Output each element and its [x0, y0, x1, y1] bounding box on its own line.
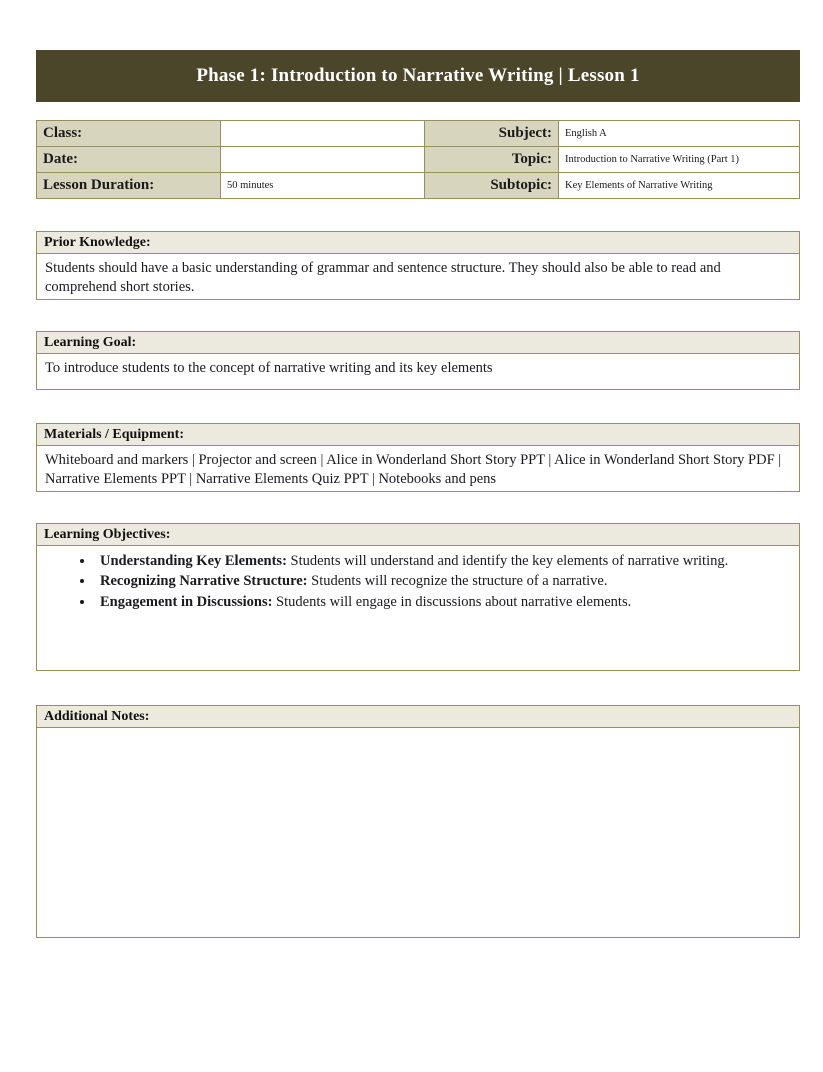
materials-body[interactable]: Whiteboard and markers | Projector and screen | Alice in Wonderland Short Story PPT | Alice in Wonderland Short Story PDF | Narrative Elements PPT | Narrative Elements Quiz PPT | Notebooks and pens — [36, 446, 800, 492]
lesson-title-banner — [36, 50, 800, 102]
learning-objectives-list — [45, 552, 791, 612]
lesson-duration-label: Lesson Duration: — [37, 173, 221, 199]
list-item — [95, 572, 791, 591]
class-label: Class: — [37, 121, 221, 147]
subtopic-value[interactable]: Key Elements of Narrative Writing — [559, 173, 800, 199]
objective-text: Students will engage in discussions about narrative elements. — [272, 593, 632, 610]
date-value[interactable] — [221, 147, 425, 173]
topic-value[interactable]: Introduction to Narrative Writing (Part 1) — [559, 147, 800, 173]
objective-lead: Recognizing Narrative Structure: — [100, 573, 308, 590]
learning-goal-heading: Learning Goal: — [36, 331, 800, 354]
page-title: Phase 1: Introduction to Narrative Writing | Lesson 1 — [196, 65, 640, 86]
topic-label: Topic: — [425, 147, 559, 173]
section-materials — [36, 423, 800, 492]
table-row — [37, 121, 800, 147]
lesson-info-table — [36, 120, 800, 199]
section-learning-goal — [36, 331, 800, 390]
additional-notes-heading: Additional Notes: — [36, 705, 800, 728]
objective-text: Students will recognize the structure of a narrative. — [307, 573, 608, 590]
table-row — [37, 173, 800, 199]
section-additional-notes — [36, 705, 800, 938]
section-prior-knowledge — [36, 231, 800, 300]
objective-lead: Engagement in Discussions: — [100, 593, 273, 610]
additional-notes-body[interactable] — [36, 728, 800, 938]
learning-objectives-body — [36, 546, 800, 671]
subtopic-label: Subtopic: — [425, 173, 559, 199]
subject-value[interactable]: English A — [559, 121, 800, 147]
learning-objectives-heading: Learning Objectives: — [36, 523, 800, 546]
prior-knowledge-body[interactable]: Students should have a basic understanding of grammar and sentence structure. They should also be able to read and comprehend short stories. — [36, 254, 800, 300]
objective-lead: Understanding Key Elements: — [100, 553, 287, 569]
lesson-duration-value[interactable]: 50 minutes — [221, 173, 425, 199]
table-row — [37, 147, 800, 173]
date-label: Date: — [37, 147, 221, 173]
section-learning-objectives — [36, 523, 800, 671]
subject-label: Subject: — [425, 121, 559, 147]
list-item — [95, 593, 791, 612]
learning-goal-body[interactable]: To introduce students to the concept of narrative writing and its key elements — [36, 354, 800, 390]
list-item — [95, 552, 791, 571]
materials-heading: Materials / Equipment: — [36, 423, 800, 446]
objective-text: Students will understand and identify the key elements of narrative writing. — [286, 553, 729, 569]
prior-knowledge-heading: Prior Knowledge: — [36, 231, 800, 254]
class-value[interactable] — [221, 121, 425, 147]
